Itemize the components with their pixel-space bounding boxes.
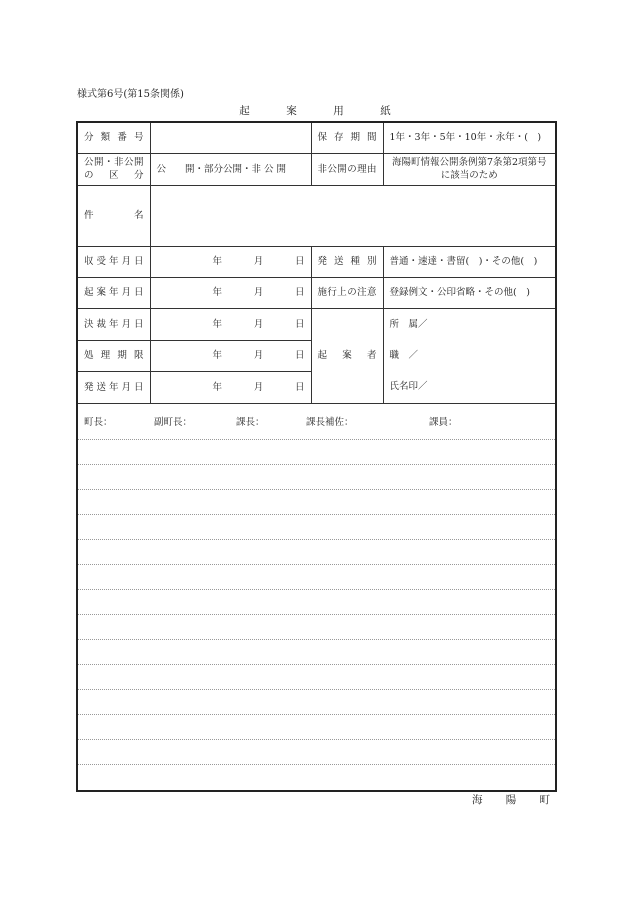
enforcement-note-value[interactable]: 登録例文・公印省略・その他( )	[383, 277, 555, 308]
shipping-type-value[interactable]: 普通・速達・書留( )・その他( )	[383, 246, 555, 277]
section-chief-label: 課長：	[236, 417, 265, 428]
decided-date-field[interactable]	[150, 308, 311, 340]
disclosure-label-line1: 公開・非公開	[84, 157, 144, 168]
received-date-field[interactable]	[150, 246, 311, 277]
staff-label: 課員：	[429, 417, 458, 428]
deputy-mayor-label: 副町長：	[154, 417, 193, 428]
day-char: 日	[294, 381, 305, 393]
year-char: 年	[212, 381, 223, 393]
year-char: 年	[212, 318, 223, 330]
processing-deadline-field[interactable]	[150, 340, 311, 371]
nondisclosure-reason-label: 非公開の理由	[311, 153, 383, 185]
month-char: 月	[253, 256, 264, 267]
enforcement-note-label: 施行上の注意	[311, 277, 383, 308]
day-char: 日	[294, 256, 305, 267]
ruled-line	[78, 464, 555, 465]
disclosure-label	[78, 153, 150, 185]
ruled-line	[78, 439, 555, 440]
retention-label: 保存期間	[311, 123, 383, 153]
issuer-name: 海陽町	[472, 794, 550, 806]
year-char: 年	[212, 256, 223, 267]
form-number-label: 様式第6号(第15条関係)	[77, 89, 184, 100]
year-char: 年	[212, 287, 223, 298]
year-char: 年	[212, 350, 223, 361]
disclosure-label-line2: の 区 分	[84, 170, 144, 181]
day-char: 日	[294, 318, 305, 330]
ruled-line	[78, 614, 555, 615]
assistant-chief-label: 課長補佐：	[306, 417, 354, 428]
processing-deadline-label: 処理期限	[78, 340, 150, 371]
classification-field[interactable]	[150, 123, 311, 153]
month-char: 月	[253, 318, 264, 330]
nondisclosure-reason-value[interactable]: 海陽町情報公開条例第7条第2項第号に該当のため	[383, 153, 555, 185]
classification-label: 分類番号	[78, 123, 150, 153]
drafted-date-label: 起案年月日	[78, 277, 150, 308]
shipping-type-label: 発送種別	[311, 246, 383, 277]
ruled-line	[78, 689, 555, 690]
sent-date-label: 発送年月日	[78, 371, 150, 403]
name-seal-label: 氏名印／	[389, 380, 428, 392]
ruled-line	[78, 589, 555, 590]
ruled-line	[78, 764, 555, 765]
ruled-line	[78, 664, 555, 665]
ruled-line	[78, 714, 555, 715]
month-char: 月	[253, 287, 264, 298]
mayor-label: 町長：	[84, 417, 113, 428]
sent-date-field[interactable]	[150, 371, 311, 403]
drafted-date-field[interactable]	[150, 277, 311, 308]
ruled-line	[78, 539, 555, 540]
approval-notes-area[interactable]	[78, 403, 555, 788]
ruled-line	[78, 564, 555, 565]
document-title: 起 案 用 紙	[239, 105, 404, 117]
drafter-label: 起案者	[311, 308, 383, 403]
affiliation-label: 所 属／	[389, 318, 428, 330]
day-char: 日	[294, 287, 305, 298]
ruled-line	[78, 739, 555, 740]
ruled-line	[78, 514, 555, 515]
ruled-line	[78, 489, 555, 490]
disclosure-value[interactable]: 公 開・部分公開・非 公 開	[150, 153, 311, 185]
decided-date-label: 決裁年月日	[78, 308, 150, 340]
draft-form	[76, 121, 557, 792]
position-label: 職 ／	[389, 349, 419, 361]
form-table	[78, 123, 555, 404]
month-char: 月	[253, 381, 264, 393]
received-date-label: 収受年月日	[78, 246, 150, 277]
subject-label: 件名	[78, 185, 150, 246]
day-char: 日	[294, 350, 305, 361]
subject-field[interactable]	[150, 185, 555, 246]
drafter-field[interactable]	[383, 308, 555, 403]
retention-value[interactable]: 1年・3年・5年・10年・永年・( )	[383, 123, 555, 153]
ruled-line	[78, 639, 555, 640]
month-char: 月	[253, 350, 264, 361]
